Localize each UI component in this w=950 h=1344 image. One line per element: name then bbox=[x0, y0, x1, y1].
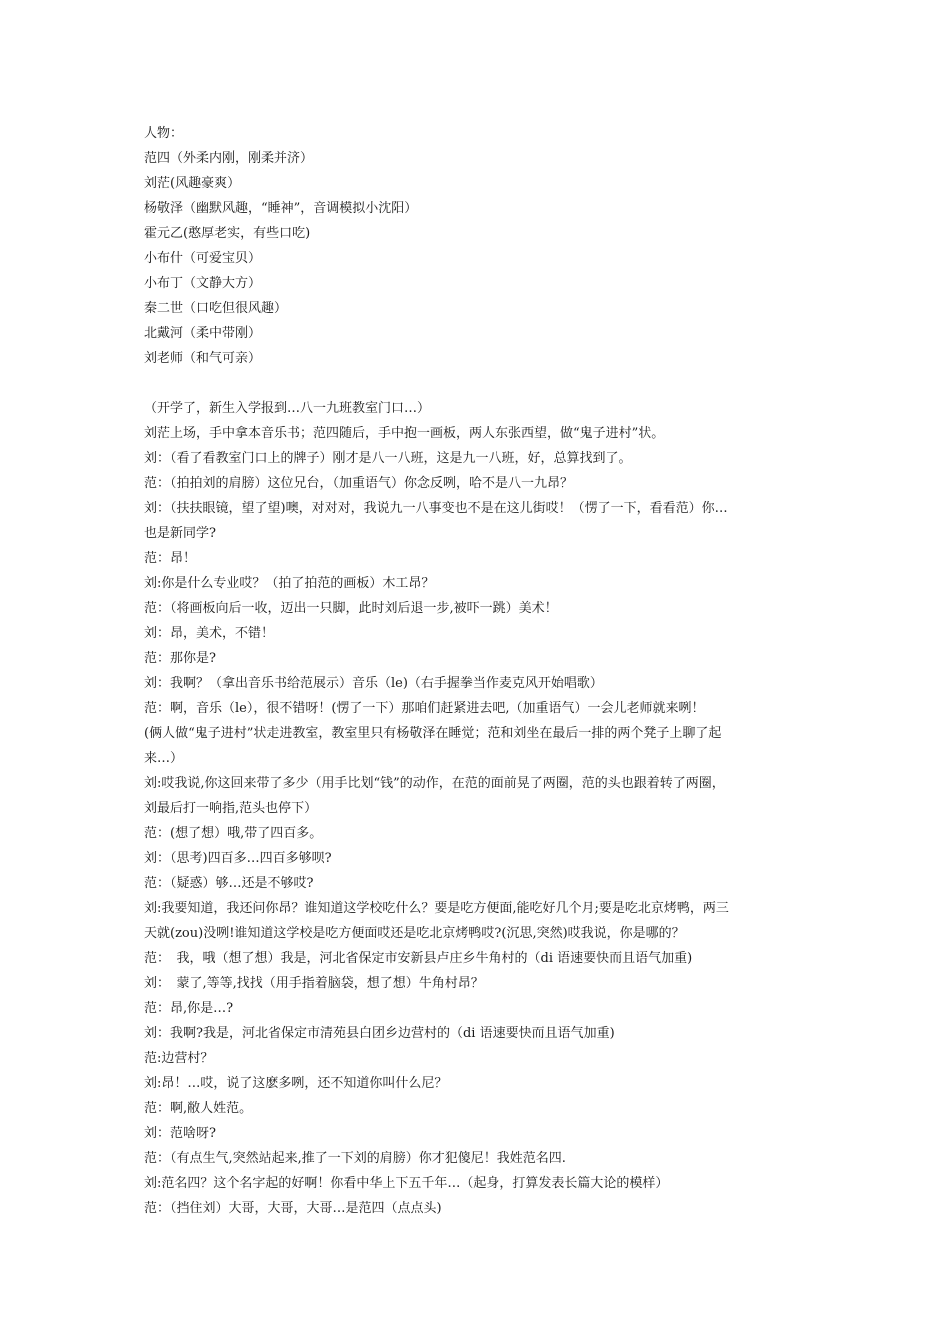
dialogue-line: 范：昂,你是…? bbox=[144, 1001, 234, 1016]
dialogue-line: 刘：范啥呀? bbox=[144, 1126, 216, 1141]
dialogue-line: 范：（疑惑）够…还是不够哎? bbox=[144, 876, 314, 891]
character-entry: 小布丁（文静大方） bbox=[144, 276, 262, 291]
dialogue-line: 范：(想了想）哦,带了四百多。 bbox=[144, 826, 323, 841]
dialogue-line: 范：啊,敝人姓范。 bbox=[144, 1101, 253, 1116]
paragraph-gap bbox=[144, 371, 804, 396]
dialogue-line: 刘:昂！…哎，说了这麽多咧，还不知道你叫什么尼？ bbox=[144, 1076, 448, 1091]
document-page bbox=[144, 121, 804, 1221]
dialogue-line: 刘：我啊?我是，河北省保定市清苑县白团乡边营村的（di 语速要快而且语气加重) bbox=[144, 1026, 615, 1041]
dialogue-line: 刘： 蒙了,等等,找找（用手指着脑袋，想了想）牛角村昂？ bbox=[144, 976, 484, 991]
dialogue-line: 刘:我要知道，我还问你昂？谁知道这学校吃什么？要是吃方便面,能吃好几个月;要是吃北京烤鸭，两三 bbox=[144, 901, 729, 916]
dialogue-line: 范：（将画板向后一收，迈出一只脚，此时刘后退一步,被吓一跳）美术！ bbox=[144, 601, 558, 616]
dialogue-line: 刘:范名四？这个名字起的好啊！你看中华上下五千年…（起身，打算发表长篇大论的模样） bbox=[144, 1176, 669, 1191]
script-body bbox=[144, 396, 804, 1221]
dialogue-line: 范：（挡住刘）大哥，大哥，大哥…是范四（点点头) bbox=[144, 1201, 442, 1216]
dialogue-line: 刘：（看了看教室门口上的牌子）刚才是八一八班，这是九一八班，好，总算找到了。 bbox=[144, 451, 632, 466]
dialogue-line: 范：那你是? bbox=[144, 651, 216, 666]
dialogue-line: 范： 我，哦（想了想）我是，河北省保定市安新县卢庄乡牛角村的（di 语速要快而且语气加重) bbox=[144, 951, 693, 966]
dialogue-line: 刘：昂，美术，不错！ bbox=[144, 626, 275, 641]
dialogue-line: 范：（有点生气,突然站起来,推了一下刘的肩膀）你才犯傻尼！我姓范名四. bbox=[144, 1151, 566, 1166]
dialogue-line: 刘：我啊？（拿出音乐书给范展示）音乐（le)（右手握拳当作麦克风开始唱歌） bbox=[144, 676, 603, 691]
character-entry: 北戴河（柔中带刚） bbox=[144, 326, 262, 341]
dialogue-line: 也是新同学? bbox=[144, 526, 216, 541]
character-entry: 小布什（可爱宝贝） bbox=[144, 251, 262, 266]
dialogue-line: 刘最后打一响指,范头也停下） bbox=[144, 801, 318, 816]
character-entry: 范四（外柔内刚，刚柔并济） bbox=[144, 151, 314, 166]
character-entry: 刘老师（和气可亲） bbox=[144, 351, 262, 366]
dialogue-line: 刘：（思考)四百多…四百多够呗? bbox=[144, 851, 332, 866]
dialogue-line: 刘：（扶扶眼镜，望了望)噢，对对对，我说九一八事变也不是在这儿街哎！（愣了一下，看看范）你… bbox=[144, 501, 728, 516]
character-list-heading: 人物： bbox=[144, 126, 184, 141]
character-entry: 杨敬泽（幽默风趣，“睡神”，音调模拟小沈阳） bbox=[144, 201, 418, 216]
dialogue-line: 刘:你是什么专业哎？（拍了拍范的画板）木工昂？ bbox=[144, 576, 435, 591]
dialogue-line: 范：啊，音乐（le），很不错呀！(愣了一下）那咱们赶紧进去吧,（加重语气）一会儿老师就来咧！ bbox=[144, 701, 705, 716]
dialogue-line: 刘:哎我说,你这回来带了多少（用手比划“钱”的动作，在范的面前晃了两圈，范的头也跟着转了两圈， bbox=[144, 776, 725, 791]
stage-direction: 来…） bbox=[144, 751, 184, 766]
dialogue-line: 范：昂！ bbox=[144, 551, 197, 566]
character-list bbox=[144, 121, 804, 371]
dialogue-line: 范：（拍拍刘的肩膀）这位兄台，（加重语气）你念反咧，哈不是八一九昂？ bbox=[144, 476, 574, 491]
stage-direction: （开学了，新生入学报到…八一九班教室门口…） bbox=[144, 401, 431, 416]
character-entry: 刘茫(风趣豪爽） bbox=[144, 176, 241, 191]
character-entry: 秦二世（口吃但很风趣） bbox=[144, 301, 288, 316]
dialogue-line: 范:边营村？ bbox=[144, 1051, 214, 1066]
character-entry: 霍元乙(憨厚老实，有些口吃) bbox=[144, 226, 311, 241]
stage-direction: 刘茫上场，手中拿本音乐书；范四随后，手中抱一画板，两人东张西望，做“鬼子进村”状。 bbox=[144, 426, 665, 441]
dialogue-line: 天就(zou)没咧!谁知道这学校是吃方便面哎还是吃北京烤鸭哎?(沉思,突然)哎我说，你是哪的？ bbox=[144, 926, 685, 941]
stage-direction: (俩人做“鬼子进村”状走进教室，教室里只有杨敬泽在睡觉；范和刘坐在最后一排的两个凳子上聊了起 bbox=[144, 726, 722, 741]
